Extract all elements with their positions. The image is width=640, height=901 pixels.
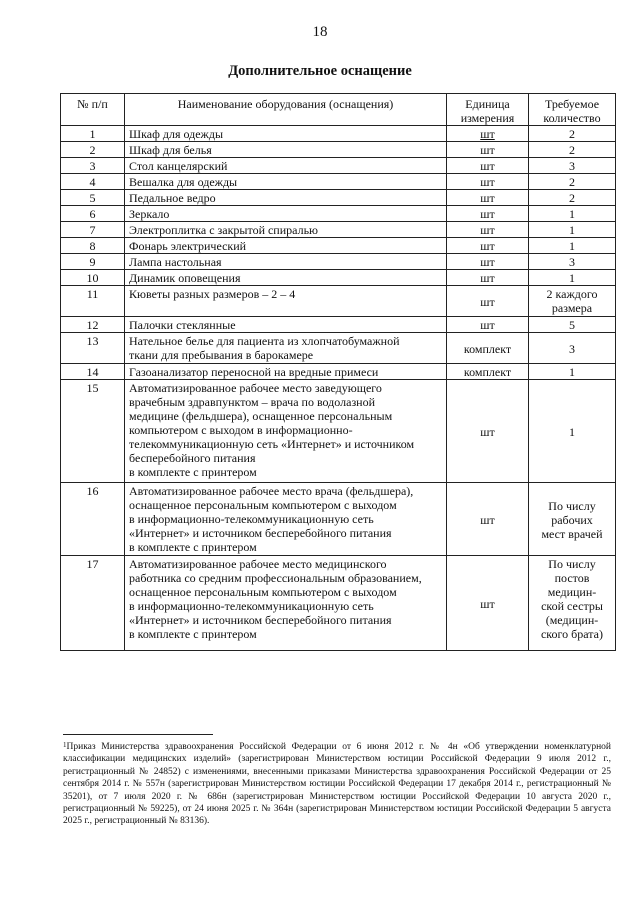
row-qty: 1 (529, 222, 616, 238)
header-name: Наименование оборудования (оснащения) (125, 94, 447, 126)
page-number: 18 (312, 24, 328, 40)
table-row (61, 174, 616, 190)
row-num: 16 (61, 483, 125, 556)
row-unit: шт (447, 142, 529, 158)
row-name-line: Автоматизированное рабочее место медицинского (129, 557, 387, 571)
row-num: 9 (61, 254, 125, 270)
table-row (61, 158, 616, 174)
row-unit: шт (447, 286, 529, 317)
row-num: 4 (61, 174, 125, 190)
row-name-line: оснащенное персональным компьютером с выходом (129, 585, 397, 599)
header-unit (447, 94, 529, 126)
row-qty-line: По числу (548, 557, 596, 571)
row-num: 10 (61, 270, 125, 286)
row-qty: 1 (529, 238, 616, 254)
table-row (61, 270, 616, 286)
row-qty: 1 (529, 364, 616, 380)
row-name: Динамик оповещения (125, 270, 447, 286)
row-name: Стол канцелярский (125, 158, 447, 174)
row-name-line: работника со средним профессиональным образованием, (129, 571, 422, 585)
header-qty (529, 94, 616, 126)
row-qty-line: мест врачей (541, 526, 603, 541)
row-name (125, 380, 447, 483)
row-num: 2 (61, 142, 125, 158)
row-qty: 3 (529, 333, 616, 364)
row-name-line: оснащенное персональным компьютером с выходом (129, 498, 397, 512)
table-row (61, 286, 616, 317)
row-qty-line: 2 каждого (546, 287, 598, 301)
header-qty-line2: количество (543, 111, 601, 125)
row-qty: 5 (529, 317, 616, 333)
row-unit: шт (447, 206, 529, 222)
row-name (125, 556, 447, 651)
equipment-table (60, 93, 616, 651)
header-num: № п/п (61, 94, 125, 126)
row-name: Шкаф для белья (125, 142, 447, 158)
table-row (61, 364, 616, 380)
row-qty-line: ского брата) (540, 627, 603, 641)
row-unit: шт (447, 317, 529, 333)
row-num: 7 (61, 222, 125, 238)
row-qty: 1 (529, 270, 616, 286)
row-name-line: медицине (фельдшера), оснащенное персональным (129, 409, 393, 423)
row-unit: шт (447, 222, 529, 238)
row-qty-line: постов (554, 571, 590, 585)
row-qty: 2 (529, 142, 616, 158)
row-qty: 1 (529, 206, 616, 222)
row-name: Электроплитка с закрытой спиралью (125, 222, 447, 238)
header-unit-line2: измерения (460, 111, 515, 125)
row-name: Лампа настольная (125, 254, 447, 270)
row-qty: 2 (529, 126, 616, 142)
row-qty-line: медицин- (547, 585, 597, 599)
row-name: Палочки стеклянные (125, 317, 447, 333)
table-row (61, 317, 616, 333)
row-name-line: врачебным здравпунктом – врача по водолазной (129, 395, 376, 409)
section-title: Дополнительное оснащение (228, 63, 412, 79)
row-name-line: «Интернет» и источником бесперебойного питания (129, 526, 392, 540)
row-unit: шт (447, 190, 529, 206)
footnote-text: Приказ Министерства здравоохранения Российской Федерации от 6 июня 2012 г. № 4н «Об утверждении номенклатурной классификации медицинских изделий» (зарегистрирован Министерством юстиции Российской Федерации 9 июля 2012 г., регистрационный № 24852) с изменениями, внесенными приказами Министерства здравоохранения Российской Федерации от 25 сентября 2014 г. № 557н (зарегистрирован Министерством юстиции Российской Федерации 17 декабря 2014 г., регистрационный № 35201), от 7 июля 2020 г. № 686н (зарегистрирован Министерством юстиции Российской Федерации 10 августа 2020 г., регистрационный № 59225), от 24 июня 2025 г. № 364н (зарегистрирован Министерством юстиции Российской Федерации 5 августа 2025 г., регистрационный № 83136). (63, 742, 611, 827)
table-row (61, 380, 616, 483)
row-num: 15 (61, 380, 125, 483)
header-qty-line1: Требуемое (544, 97, 600, 111)
row-name: Зеркало (125, 206, 447, 222)
row-qty-line: ской сестры (541, 599, 603, 613)
row-num: 3 (61, 158, 125, 174)
row-num: 17 (61, 556, 125, 651)
row-qty (529, 556, 616, 651)
table-row (61, 556, 616, 651)
table-row (61, 254, 616, 270)
row-name-line: в комплекте с принтером (129, 627, 257, 641)
row-unit: шт (447, 158, 529, 174)
row-name-line: телекоммуникационную сеть «Интернет» и источником (129, 437, 415, 451)
row-num: 8 (61, 238, 125, 254)
row-unit: комплект (447, 364, 529, 380)
footnote-marker: 1 (63, 741, 67, 749)
row-name (125, 483, 447, 556)
row-name-line: в комплекте с принтером (129, 465, 257, 479)
row-unit (447, 126, 529, 142)
table-row (61, 190, 616, 206)
row-qty: 3 (529, 254, 616, 270)
footnote-separator (63, 734, 213, 735)
row-name-line: в информационно-телекоммуникационную сеть (129, 512, 374, 526)
table-row (61, 126, 616, 142)
row-num: 12 (61, 317, 125, 333)
row-name-line: Нательное белье для пациента из хлопчатобумажной (129, 334, 400, 348)
row-name-line: компьютером с выходом в информационно- (129, 423, 353, 437)
row-num: 11 (61, 286, 125, 317)
row-qty: 2 (529, 190, 616, 206)
row-name: Шкаф для одежды (125, 126, 447, 142)
row-unit: шт (447, 380, 529, 483)
row-num: 5 (61, 190, 125, 206)
row-qty: 2 (529, 174, 616, 190)
row-unit: шт (447, 238, 529, 254)
footnote (63, 741, 611, 828)
row-name: Фонарь электрический (125, 238, 447, 254)
row-unit-text: шт (480, 127, 495, 141)
row-name-line: бесперебойного питания (129, 451, 256, 465)
table-row (61, 222, 616, 238)
row-qty: 1 (529, 380, 616, 483)
row-qty-line: размера (551, 301, 593, 315)
row-name-line: Автоматизированное рабочее место врача (фельдшера), (129, 484, 414, 498)
table-row (61, 333, 616, 364)
row-qty (529, 286, 616, 317)
row-name-line: в информационно-телекоммуникационную сеть (129, 599, 374, 613)
row-name: Педальное ведро (125, 190, 447, 206)
row-name: Вешалка для одежды (125, 174, 447, 190)
row-name-line: ткани для пребывания в барокамере (129, 348, 314, 362)
row-unit: шт (447, 270, 529, 286)
row-unit: шт (447, 483, 529, 556)
row-name-line: в комплекте с принтером (129, 540, 257, 554)
table-row (61, 142, 616, 158)
table-row (61, 238, 616, 254)
header-unit-line1: Единица (465, 97, 510, 111)
row-name-line: Автоматизированное рабочее место заведующего (129, 381, 382, 395)
row-unit: шт (447, 174, 529, 190)
row-qty-line: рабочих (551, 512, 593, 527)
row-qty-line: (медицин- (545, 613, 599, 627)
row-num: 13 (61, 333, 125, 364)
row-unit: шт (447, 556, 529, 651)
table-row (61, 483, 616, 556)
row-qty-line: По числу (548, 498, 596, 513)
row-num: 6 (61, 206, 125, 222)
row-unit: шт (447, 254, 529, 270)
table-header-row (61, 94, 616, 126)
row-qty: 3 (529, 158, 616, 174)
row-num: 1 (61, 126, 125, 142)
row-name: Газоанализатор переносной на вредные примеси (125, 364, 447, 380)
table-row (61, 206, 616, 222)
row-qty (529, 483, 616, 556)
row-name-line: «Интернет» и источником бесперебойного питания (129, 613, 392, 627)
row-name: Кюветы разных размеров – 2 – 4 (125, 286, 447, 317)
row-name (125, 333, 447, 364)
row-unit: комплект (447, 333, 529, 364)
row-num: 14 (61, 364, 125, 380)
